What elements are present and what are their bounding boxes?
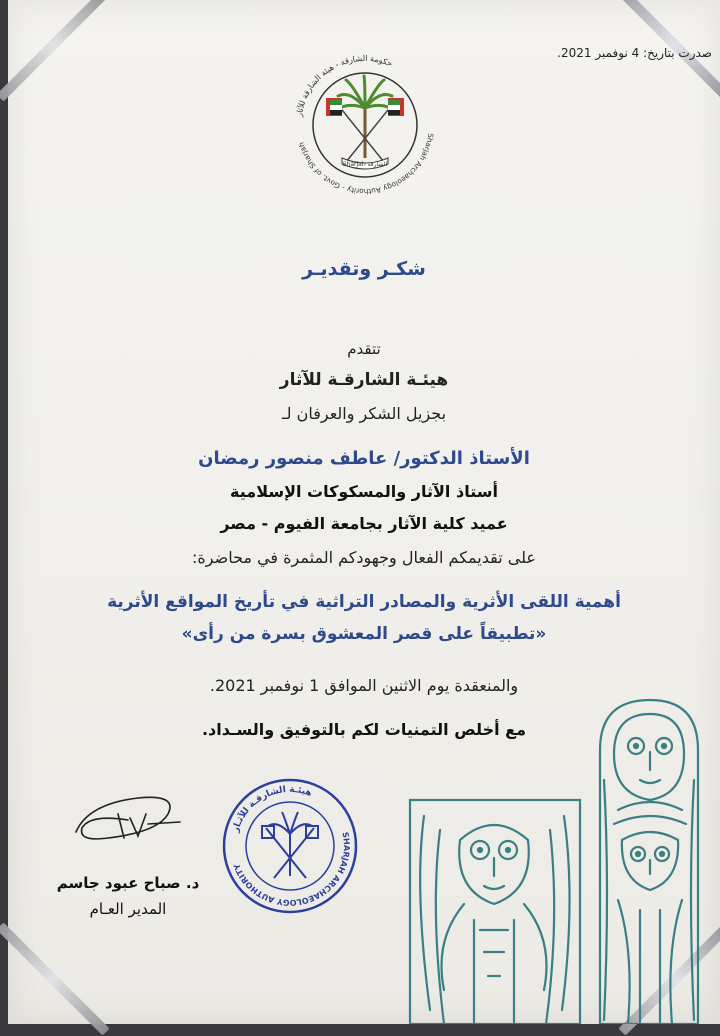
thanks-line: بجزيل الشكر والعرفان لـ <box>281 404 447 423</box>
sharjah-archaeology-logo <box>290 50 440 200</box>
lecture-title-2: «تطبيقاً على قصر المعشوق بسرة من رأى» <box>181 624 547 644</box>
recipient-role-1: أستاذ الآثار والمسكوكات الإسلامية <box>230 482 498 501</box>
recipient-name: الأستاذ الدكتور/ عاطف منصور رمضان <box>198 448 530 469</box>
certificate-title: شكـر وتقديـر <box>302 258 426 280</box>
authority-name: هيئـة الشارقـة للآثار <box>279 370 449 390</box>
authority-stamp <box>220 776 360 916</box>
ribbon-top-left <box>0 0 110 102</box>
signature <box>68 784 188 854</box>
signatory-title: المدير العـام <box>89 900 167 918</box>
presents-line: تتقدم <box>347 340 381 358</box>
logo-ring-text-en: Sharjah Archaeology Authority - Govt. of Sharjah <box>296 132 436 197</box>
lecture-intro-line: على تقديمكم الفعال وجهودكم المثمرة في محاضرة: <box>192 548 536 567</box>
stamp-ring-text-ar: هيئـة الشارقـة للآثـار <box>230 784 314 834</box>
recipient-role-2: عميد كلية الآثار بجامعة الفيوم - مصر <box>220 514 508 533</box>
artifact-illustration <box>404 690 704 1024</box>
issue-date: صدرت بتاريخ: 4 نوفمبر 2021. <box>557 46 712 60</box>
signatory-name: د. صباح عبود جاسم <box>56 874 200 892</box>
lecture-title-1: أهمية اللقى الأثرية والمصادر التراثية في تأريخ المواقع الأثرية <box>107 592 621 612</box>
stamp-ring-text-en: SHARJAH ARCHAEOLOGY AUTHORITY <box>232 831 352 908</box>
logo-banner-text: Sharjah الشارقة <box>342 161 388 168</box>
logo-ring-text-ar: حكومة الشارقة - هيئة الشارقة للآثار <box>294 53 394 118</box>
held-date-line: والمنعقدة يوم الاثنين الموافق 1 نوفمبر 2021. <box>209 676 519 695</box>
ribbon-bottom-left <box>0 922 110 1035</box>
certificate-paper <box>8 0 720 1024</box>
svg-text:هيئـة الشارقـة للآثـار <box>231 785 313 835</box>
wishes-line: مع أخلص التمنيات لكم بالتوفيق والسـداد. <box>201 720 527 739</box>
